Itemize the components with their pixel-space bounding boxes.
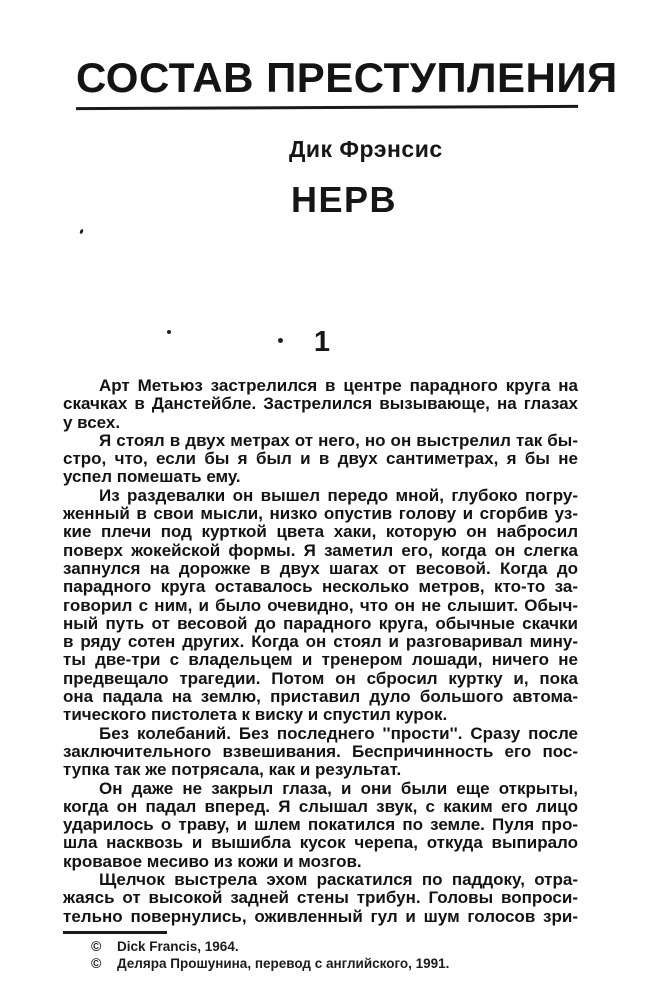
text-line: женный в свои мысли, низко опустив голову и сгорбив уз- [63, 504, 578, 524]
ink-speck [79, 229, 84, 235]
text-line: заключительного взвешивания. Беспричинность его пос- [63, 741, 578, 761]
footnote [91, 939, 449, 955]
text-line: ударилось о траву, и шлем покатился по земле. Пуля про- [63, 815, 578, 835]
text-line: тического пистолета к виску и спустил курок. [63, 705, 448, 725]
text-line: жаясь от высокой задней стены трибун. Головы вопроси- [63, 888, 578, 908]
text-line: кие плечи под курткой цвета хаки, которую он набросил [63, 522, 578, 542]
text-line: когда он падал вперед. Я слышал звук, с каким его лицо [63, 796, 578, 816]
footnote-rule [63, 931, 167, 934]
text-line: поверх жокейской формы. Я заметил его, когда он слегка [63, 540, 578, 560]
text-line: парадного круга оставалось несколько метров, кто-то за- [63, 577, 578, 597]
text-line: предвещало трагедии. Потом он сбросил куртку и, пока [63, 668, 578, 688]
ink-speck [278, 338, 283, 343]
footnote-text: Деляра Прошунина, перевод с английского, 1991. [117, 956, 450, 971]
copyright-icon: © [91, 938, 102, 954]
footnote-text: Dick Francis, 1964. [117, 939, 239, 954]
chapter-number: 1 [313, 326, 331, 358]
text-line: Щелчок выстрела эхом раскатился по паддоку, отра- [99, 870, 578, 890]
title-rule [76, 105, 578, 110]
text-line: Он даже не закрыл глаза, и они были еще открыты, [99, 778, 578, 798]
text-line: Я стоял в двух метрах от него, но он выстрелил так бы- [99, 430, 578, 450]
footnote [91, 956, 449, 972]
series-title: СОСТАВ ПРЕСТУПЛЕНИЯ [76, 54, 618, 101]
copyright-icon: © [91, 955, 102, 971]
text-line: шла насквозь и вышибла кусок черепа, откуда выпирало [63, 833, 578, 853]
text-line: тельно повернулись, оживленный гул и шум голосов зри- [63, 906, 578, 926]
text-line: в ряду сотен других. Когда он стоял и разговаривал мину- [63, 632, 578, 652]
text-line: она падала на землю, приставил дуло большого автома- [63, 687, 578, 707]
text-line: у всех. [63, 412, 121, 432]
body-text [63, 377, 578, 926]
footnotes [91, 939, 449, 973]
text-line: ный путь от весовой до парадного круга, обычные скачки [63, 613, 578, 633]
text-line: Без колебаний. Без последнего ''прости''. Сразу после [99, 723, 578, 743]
text-line: успел помешать ему. [63, 467, 241, 487]
text-line: говорил с ним, и было очевидно, что он не слышит. Обыч- [63, 595, 578, 615]
book-title: НЕРВ [291, 179, 398, 220]
text-line: скачках в Данстейбле. Застрелился вызывающе, на глазах [63, 394, 578, 414]
text-line: кровавое месиво из кожи и мозгов. [63, 851, 362, 871]
text-line: запнулся на дорожке в двух шагах от весовой. Когда до [63, 558, 578, 578]
text-line: ты две-три с владельцем и тренером лошади, ничего не [63, 650, 578, 670]
ink-speck [167, 330, 171, 334]
text-line: стро, что, если бы я был и в двух сантиметрах, я бы не [63, 449, 578, 469]
text-line: тупка так же потрясала, как и результат. [63, 760, 402, 780]
text-line: Из раздевалки он вышел передо мной, глубоко погру- [99, 485, 578, 505]
text-line: Арт Метьюз застрелился в центре парадного круга на [99, 376, 578, 395]
author-name: Дик Фрэнсис [289, 136, 443, 162]
